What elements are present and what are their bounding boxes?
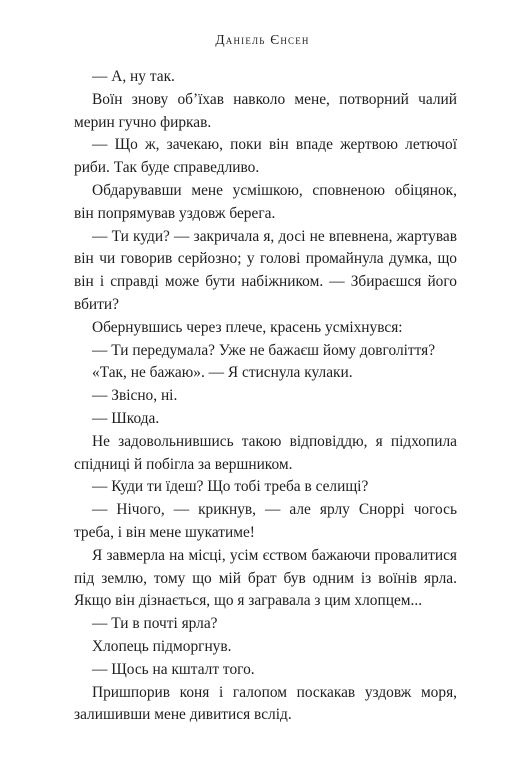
paragraph: — А, ну так.	[92, 68, 175, 85]
paragraph: Воїн знову об’їхав навколо мене, потворний чалий мерин гучно фиркав.	[74, 90, 457, 131]
paragraph: Обдарувавши мене усмішкою, сповненою обіцянок, він попрямував уздовж берега.	[74, 181, 457, 222]
paragraph: Обернувшись через плече, красень усміхнувся:	[92, 318, 403, 336]
paragraph: — Звісно, ні.	[92, 387, 178, 405]
paragraph: Я завмерла на місці, усім єством бажаючи провалитися під землю, тому що мій брат був одним із воїнів ярла. Якщо він дізнається, що я загравала з цим хлопцем...	[74, 546, 457, 610]
paragraph: «Так, не бажаю». — Я стиснула кулаки.	[92, 364, 353, 382]
paragraph: — Ти в почті ярла?	[92, 615, 218, 633]
paragraph: Хлопець підморгнув.	[92, 637, 232, 655]
paragraph: — Ти передумала? Уже не бажаєш йому довголіття?	[92, 341, 436, 359]
paragraph: Пришпорив коня і галопом поскакав уздовж моря, залишивши мене дивитися вслід.	[74, 683, 457, 724]
book-text	[74, 66, 457, 727]
paragraph: — Ти куди? — закричала я, досі не впевнена, жартував він чи говорив серйозно; у голові промайнула думка, що він і справді може бути набіжником. — Збираєшся його вбити?	[74, 227, 457, 313]
paragraph: Не задовольнившись такою відповіддю, я підхопила спідниці й побігла за вершником.	[74, 432, 457, 473]
paragraph: — Куди ти їдеш? Що тобі треба в селищі?	[92, 478, 369, 496]
paragraph: — Шкода.	[92, 409, 160, 427]
paragraph: — Щось на кшталт того.	[92, 660, 255, 678]
paragraph: — Нічого, — крикнув, — але ярлу Сноррі чогось треба, і він мене шукатиме!	[74, 501, 457, 541]
paragraph: — Що ж, зачекаю, поки він впаде жертвою летючої риби. Так буде справедливо.	[74, 136, 457, 177]
running-header: Даніель Єнсен	[215, 32, 310, 47]
